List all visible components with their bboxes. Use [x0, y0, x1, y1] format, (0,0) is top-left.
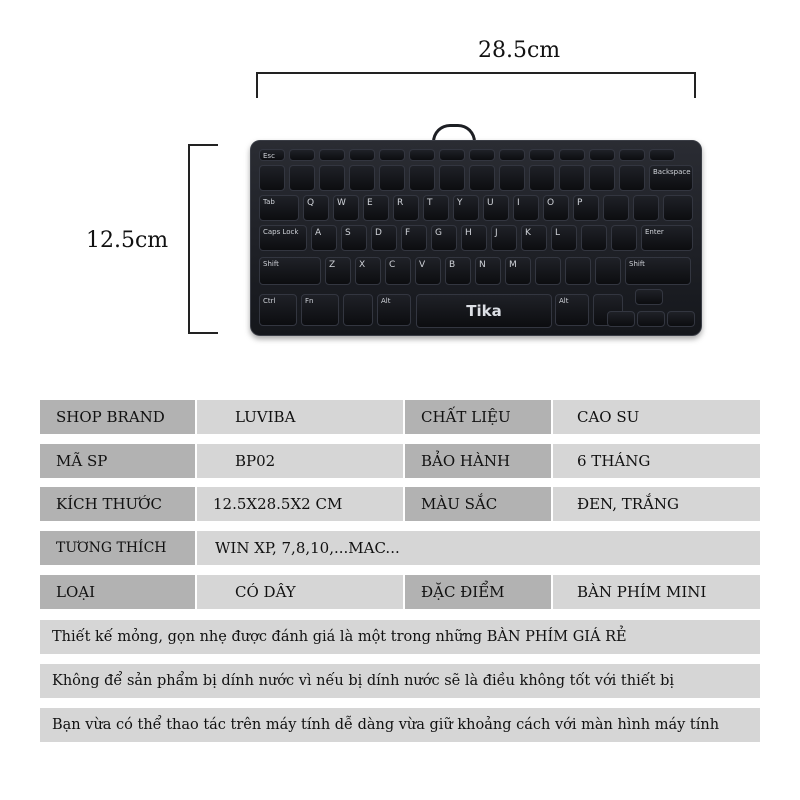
- spec-label: LOẠI: [40, 575, 195, 609]
- keyboard-key: Tab: [259, 195, 299, 221]
- keyboard-key: K: [521, 225, 547, 251]
- keyboard-key: O: [543, 195, 569, 221]
- spec-row-compat: [40, 531, 760, 565]
- width-dimension-label: 28.5cm: [478, 38, 561, 63]
- keyboard-key: Enter: [641, 225, 693, 251]
- keyboard-key: [589, 165, 615, 191]
- keyboard-key: [529, 165, 555, 191]
- keyboard-key: [499, 165, 525, 191]
- keyboard-key: W: [333, 195, 359, 221]
- keyboard-key: [289, 165, 315, 191]
- spec-label: ĐẶC ĐIỂM: [405, 575, 551, 609]
- keyboard-key: P: [573, 195, 599, 221]
- keyboard-key: [319, 165, 345, 191]
- spec-value: 6 THÁNG: [553, 444, 760, 478]
- keyboard-key: C: [385, 257, 411, 285]
- keyboard-key: [649, 149, 675, 161]
- keyboard-key: [409, 165, 435, 191]
- keyboard-key: J: [491, 225, 517, 251]
- description-line: Thiết kế mỏng, gọn nhẹ được đánh giá là một trong những BÀN PHÍM GIÁ RẺ: [40, 620, 760, 654]
- spec-label: TƯƠNG THÍCH: [40, 531, 195, 565]
- keyboard-key: F: [401, 225, 427, 251]
- keyboard-key: [667, 311, 695, 327]
- keyboard-key: [259, 165, 285, 191]
- spec-row-sku: [40, 444, 760, 478]
- keyboard-key: [589, 149, 615, 161]
- keyboard-key: Alt: [555, 294, 589, 326]
- keyboard-key: [559, 165, 585, 191]
- keyboard-key: [581, 225, 607, 251]
- spec-value: CAO SU: [553, 400, 760, 434]
- spec-value: WIN XP, 7,8,10,...MAC...: [197, 531, 760, 565]
- keyboard-key: [349, 165, 375, 191]
- keyboard-key: [319, 149, 345, 161]
- keyboard-key: V: [415, 257, 441, 285]
- keyboard-key: [565, 257, 591, 285]
- keyboard-key: [637, 311, 665, 327]
- spec-value: 12.5X28.5X2 CM: [197, 487, 403, 521]
- keyboard-key: A: [311, 225, 337, 251]
- height-dimension-tick-top: [188, 144, 218, 146]
- keyboard-key: [633, 195, 659, 221]
- keyboard-key: [619, 165, 645, 191]
- keyboard-key: Caps Lock: [259, 225, 307, 251]
- keyboard-key: H: [461, 225, 487, 251]
- keyboard-key: T: [423, 195, 449, 221]
- spec-row-size: [40, 487, 760, 521]
- keyboard-spacebar-brand: Tika: [416, 294, 552, 328]
- height-dimension-tick-bottom: [188, 332, 218, 334]
- keyboard-key: [379, 165, 405, 191]
- keyboard-key: D: [371, 225, 397, 251]
- width-dimension-tick-left: [256, 72, 258, 98]
- keyboard-key: Z: [325, 257, 351, 285]
- description-line: Bạn vừa có thể thao tác trên máy tính dễ dàng vừa giữ khoảng cách với màn hình máy tính: [40, 708, 760, 742]
- keyboard-key: E: [363, 195, 389, 221]
- keyboard-key: [409, 149, 435, 161]
- keyboard-key: [619, 149, 645, 161]
- width-dimension-line: [256, 72, 696, 74]
- keyboard-key: [635, 289, 663, 305]
- keyboard-key: I: [513, 195, 539, 221]
- keyboard-key: X: [355, 257, 381, 285]
- keyboard-key: R: [393, 195, 419, 221]
- height-dimension-line: [188, 144, 190, 334]
- keyboard-key: Shift: [259, 257, 321, 285]
- spec-label: SHOP BRAND: [40, 400, 195, 434]
- keyboard-key: L: [551, 225, 577, 251]
- width-dimension-tick-right: [694, 72, 696, 98]
- keyboard-key: [343, 294, 373, 326]
- spec-value: CÓ DÂY: [197, 575, 403, 609]
- keyboard-key: N: [475, 257, 501, 285]
- keyboard-key: Shift: [625, 257, 691, 285]
- spec-row-brand: [40, 400, 760, 434]
- spec-label: MÀU SẮC: [405, 487, 551, 521]
- height-dimension-label: 12.5cm: [86, 228, 169, 253]
- keyboard-key: [379, 149, 405, 161]
- keyboard-key: G: [431, 225, 457, 251]
- spec-value: BP02: [197, 444, 403, 478]
- spec-value: LUVIBA: [197, 400, 403, 434]
- description-line: Không để sản phẩm bị dính nước vì nếu bị dính nước sẽ là điều không tốt với thiết bị: [40, 664, 760, 698]
- keyboard-key: [439, 149, 465, 161]
- keyboard-key: [499, 149, 525, 161]
- keyboard-key: B: [445, 257, 471, 285]
- keyboard-key: [469, 149, 495, 161]
- keyboard-key: [439, 165, 465, 191]
- keyboard-key: U: [483, 195, 509, 221]
- spec-row-type: [40, 575, 760, 609]
- keyboard-key: [529, 149, 555, 161]
- keyboard-key: [469, 165, 495, 191]
- keyboard-key: [349, 149, 375, 161]
- keyboard-key: Alt: [377, 294, 411, 326]
- spec-label: BẢO HÀNH: [405, 444, 551, 478]
- keyboard-key: Ctrl: [259, 294, 297, 326]
- keyboard-key: [559, 149, 585, 161]
- keyboard-key: M: [505, 257, 531, 285]
- keyboard-key: [663, 195, 693, 221]
- keyboard-key: [607, 311, 635, 327]
- keyboard-key: [603, 195, 629, 221]
- keyboard-key: Fn: [301, 294, 339, 326]
- keyboard-key: S: [341, 225, 367, 251]
- spec-label: CHẤT LIỆU: [405, 400, 551, 434]
- spec-label: KÍCH THƯỚC: [40, 487, 195, 521]
- spec-value: BÀN PHÍM MINI: [553, 575, 760, 609]
- keyboard-key: [289, 149, 315, 161]
- keyboard-key: Esc: [259, 149, 285, 161]
- spec-label: MÃ SP: [40, 444, 195, 478]
- spec-value: ĐEN, TRẮNG: [553, 487, 760, 521]
- keyboard-key: Y: [453, 195, 479, 221]
- keyboard-key: [535, 257, 561, 285]
- keyboard-key: [595, 257, 621, 285]
- keyboard-key: Q: [303, 195, 329, 221]
- keyboard-key: Backspace: [649, 165, 693, 191]
- keyboard-image: [250, 140, 702, 336]
- keyboard-key: [611, 225, 637, 251]
